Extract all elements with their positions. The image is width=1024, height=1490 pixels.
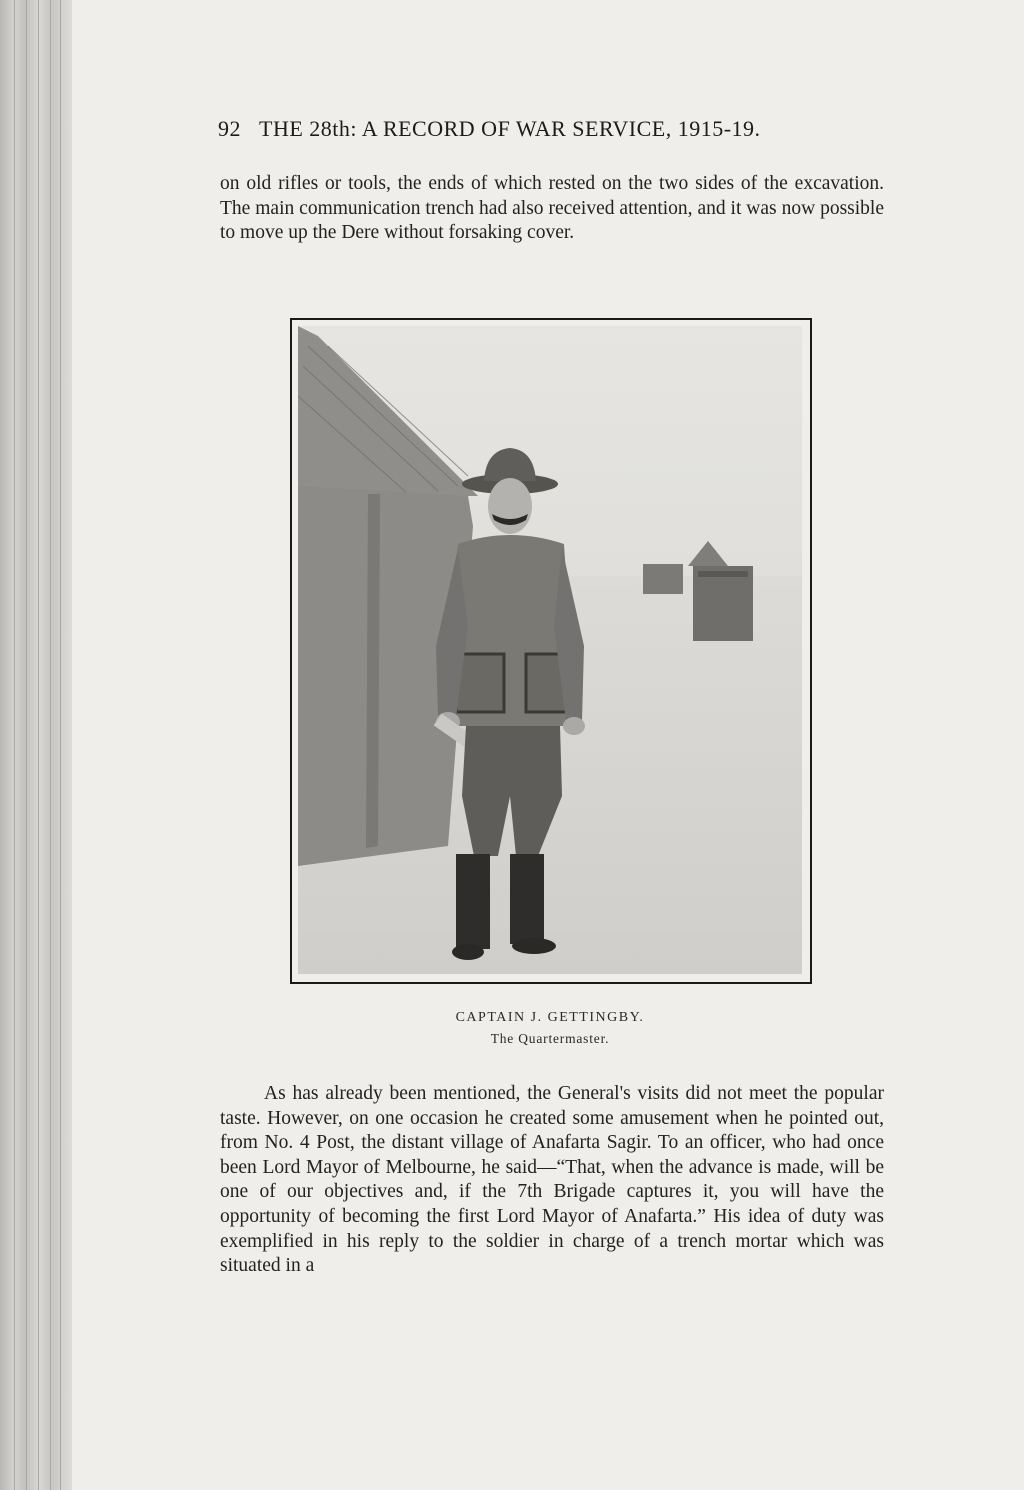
portrait-photo-frame — [290, 318, 812, 984]
paragraph-continued: on old rifles or tools, the ends of which rested on the two sides of the excavation. The main communication trench had also received attention, and it was now possible to move up the Dere without forsaking cover. — [220, 173, 884, 244]
portrait-photo — [298, 326, 802, 974]
soldier-portrait-image — [298, 326, 802, 974]
book-page-edges — [0, 0, 72, 1490]
running-title: THE 28th: A RECORD OF WAR SERVICE, 1915-19. — [259, 116, 761, 141]
photo-caption-name: CAPTAIN J. GETTINGBY. — [455, 1010, 645, 1025]
paragraph-body: As has already been mentioned, the General's visits did not meet the popular taste. However, on one occasion he created some amusement when he pointed out, from No. 4 Post, the distant village of Anafarta Sagir. To an officer, who had once been Lord Mayor of Melbourne, he said—“That, when the advance is made, will be one of our objectives and, if the 7th Brigade captures it, you will have the opportunity of becoming the first Lord Mayor of Anafarta.” His idea of duty was exemplified in his reply to the soldier in charge of a trench mortar which was situated in a — [220, 1083, 884, 1277]
running-header — [218, 116, 838, 142]
photo-caption-role: The Quartermaster. — [490, 1031, 610, 1046]
page-number: 92 — [218, 116, 241, 141]
